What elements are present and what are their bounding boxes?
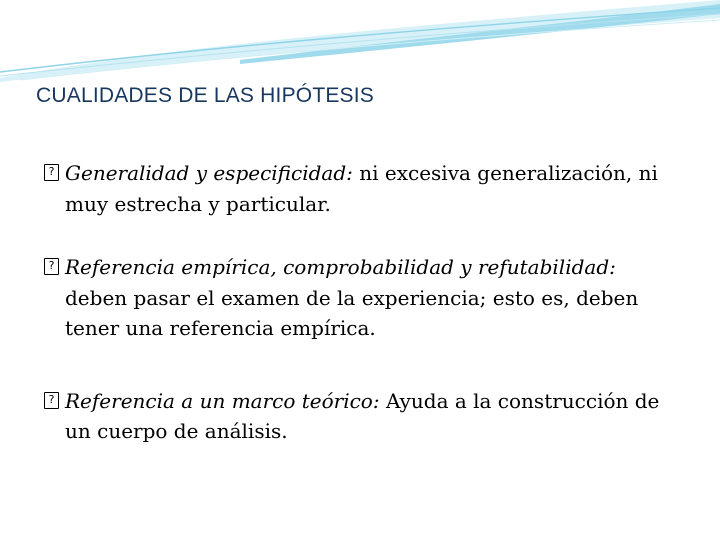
missing-glyph-bullet-icon: ?	[44, 258, 59, 275]
bullet-marco-teorico	[44, 386, 684, 447]
bullet-term: Referencia empírica, comprobabilidad y refutabilidad:	[65, 255, 616, 279]
bullet-term: Generalidad y especificidad:	[65, 161, 353, 185]
bullet-text: Ayuda a la construcción de un cuerpo de análisis.	[65, 388, 660, 443]
bullet-referencia-empirica	[44, 252, 684, 344]
bullet-list	[44, 158, 684, 447]
bullet-text: ni excesiva generalización, ni muy estrecha y particular.	[65, 161, 658, 216]
bullet-term: Referencia a un marco teórico:	[65, 388, 380, 413]
header-wave-decoration	[0, 0, 720, 90]
missing-glyph-bullet-icon: ?	[44, 164, 59, 181]
slide-title: CUALIDADES DE LAS HIPÓTESIS	[36, 84, 374, 107]
bullet-generalidad	[44, 158, 684, 219]
missing-glyph-bullet-icon: ?	[44, 392, 59, 409]
bullet-text: deben pasar el examen de la experiencia; esto es, deben tener una referencia empírica.	[65, 285, 639, 340]
